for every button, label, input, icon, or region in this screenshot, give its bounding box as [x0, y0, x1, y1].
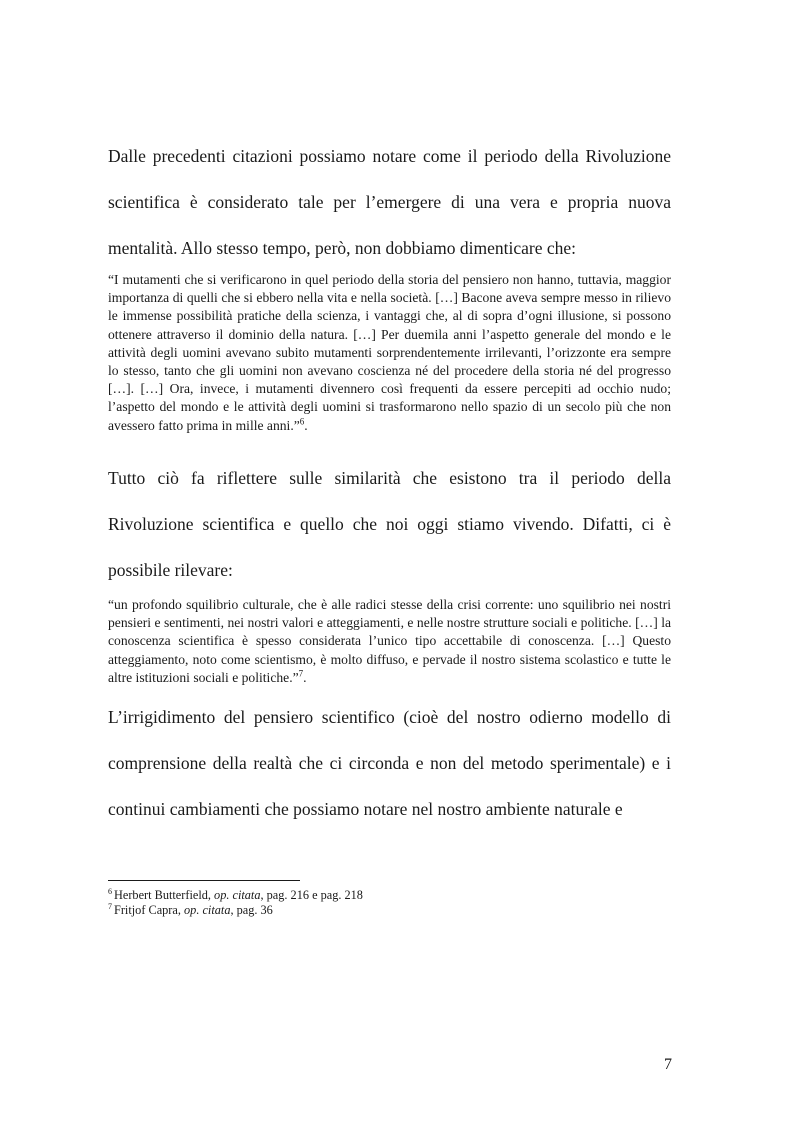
footnote-ref-7[interactable]: 7 — [298, 668, 304, 679]
footnote-7 — [108, 903, 671, 918]
footnote-author: Fritjof Capra, — [114, 903, 185, 917]
footnote-ref-6[interactable]: 6 — [299, 416, 305, 427]
footnote-number: 6 — [108, 886, 112, 896]
block-quote-1 — [108, 271, 671, 435]
quote-1-text: “I mutamenti che si verificarono in quel periodo della storia del pensiero non hanno, tuttavia, maggior importanza di quelli che si ebbero nella vita e nella società. […] Bacone aveva sempre messo in rilievo le immense possibilità pratiche della scienza, i vantaggi che, al di sopra d’ogni illusione, si possono ottenere attraverso il dominio della natura. […] Per duemila anni l’aspetto generale del mondo e le attività degli uomini avevano subito mutamenti sorprendentemente irrilevanti, l’orizzonte era sempre lo stesso, tanto che gli uomini non avevano coscienza né del procedere della storia né del progresso […]. […] Ora, invece, i mutamenti divennero così frequenti da essere percepiti ad occhio nudo; l’aspetto del mondo e le attività degli uomini si trasformarono nello spazio di un secolo più che non avessero fatto prima in mille anni.” — [108, 272, 671, 433]
footnote-number: 7 — [108, 901, 112, 911]
footnote-pages: , pag. 36 — [230, 903, 273, 917]
page-number: 7 — [664, 1056, 672, 1073]
footnote-separator — [108, 880, 300, 881]
footnote-6 — [108, 888, 671, 903]
footnote-source: op. citata — [184, 903, 231, 917]
body-paragraph-2: Tutto ciò fa riflettere sulle similarità che esistono tra il periodo della Rivoluzione scientifica e quello che noi oggi stiamo vivendo. Difatti, ci è possibile rilevare: — [108, 468, 671, 580]
body-paragraph-3: L’irrigidimento del pensiero scientifico (cioè del nostro odierno modello di comprensione della realtà che ci circonda e non del metodo sperimentale) e i continui cambiamenti che possiamo notare nel nostro ambiente naturale e — [108, 707, 671, 819]
body-paragraph-1: Dalle precedenti citazioni possiamo notare come il periodo della Rivoluzione scientifica è considerato tale per l’emergere di una vera e propria nuova mentalità. Allo stesso tempo, però, non dobbiamo dimenticare che: — [108, 146, 671, 258]
footnote-source: op. citata — [214, 888, 261, 902]
quote-2-text: “un profondo squilibrio culturale, che è alle radici stesse della crisi corrente: uno squilibrio nei nostri pensieri e sentimenti, nei nostri valori e atteggiamenti, e nelle nostre strutture sociali e politiche. […] la conoscenza scientifica è spesso considerata l’unico tipo accettabile di conoscenza. […] Questo atteggiamento, noto come scientismo, è molto diffuso, e pervade il nostro sistema scolastico e tutte le altre istituzioni sociali e politiche.” — [108, 597, 671, 685]
block-quote-2 — [108, 596, 671, 687]
quote-2-end: . — [303, 669, 307, 685]
footnote-pages: , pag. 216 e pag. 218 — [260, 888, 363, 902]
quote-1-end: . — [304, 417, 308, 433]
footnote-author: Herbert Butterfield, — [114, 888, 215, 902]
